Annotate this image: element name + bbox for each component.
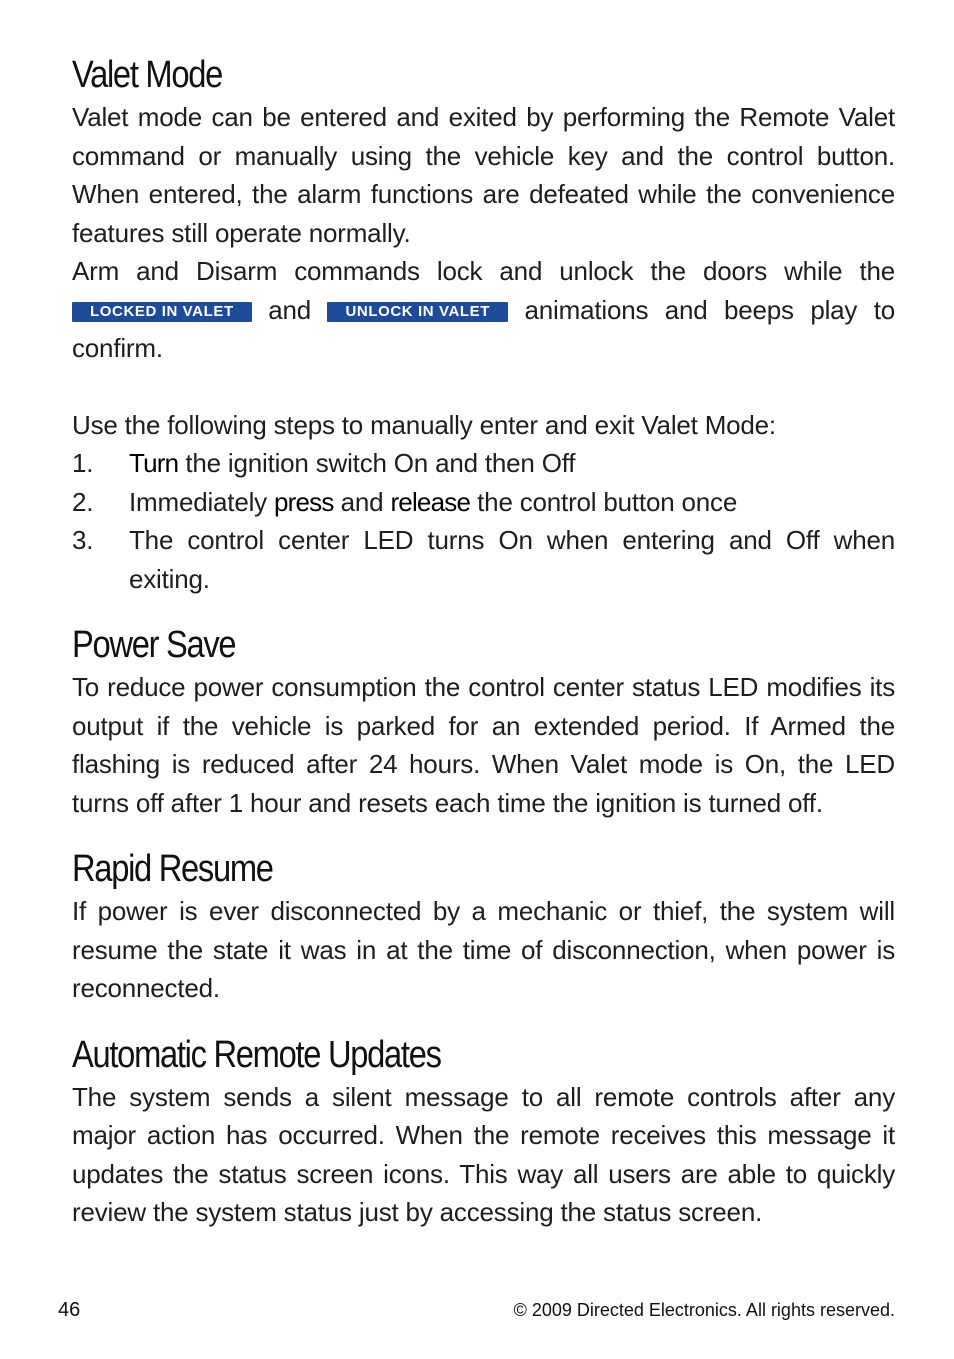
valet-step-1 [72,444,895,483]
manual-page [72,52,895,1232]
step-text: The control center LED turns On when entering and Off when exiting. [129,525,895,594]
page-footer [58,1296,895,1324]
step-text-post: the control button once [477,486,738,517]
rapid-resume-paragraph: If power is ever disconnected by a mechanic or thief, the system will resume the state it was in at the time of disconnection, when power is reconnected. [72,896,895,1003]
step-number: 1. [72,448,94,478]
spacer [72,598,895,622]
spacer [72,1008,895,1032]
section-rapid-resume [72,846,895,1008]
heading-power-save: Power Save [72,624,236,666]
step-number: 3. [72,525,94,555]
copyright-notice: © 2009 Directed Electronics. All rights reserved. [513,1300,895,1320]
valet-paragraph-1: Valet mode can be entered and exited by performing the Remote Valet command or manually using the vehicle key and the control button. When entered, the alarm functions are defeated while the convenience features still operate normally. [72,102,895,248]
section-power-save [72,622,895,822]
spacer [72,368,895,406]
heading-rapid-resume: Rapid Resume [72,848,273,890]
valet-steps-intro: Use the following steps to manually enter and exit Valet Mode: [72,409,776,440]
valet-paragraph-2 [72,252,895,368]
heading-automatic-remote-updates: Automatic Remote Updates [72,1033,441,1076]
heading-valet-mode: Valet Mode [72,54,222,96]
step-keyword-turn: Turn [129,448,179,478]
step-number: 2. [72,486,94,517]
valet-step-3 [72,521,895,598]
valet-para2-start: Arm and Disarm commands lock and unlock the doors while the [72,256,895,286]
valet-para2-and: and [268,294,311,325]
step-text-mid: and [340,486,384,517]
valet-para2-end: animations and beeps play to confirm. [72,294,895,363]
step-keyword-press: press [274,486,334,517]
valet-steps-list [72,444,895,598]
step-text: the ignition switch On and then Off [185,448,576,478]
power-save-paragraph: To reduce power consumption the control center status LED modifies its output if the vehicle is parked for an extended period. If Armed the flashing is reduced after 24 hours. When Valet mode is On, the LED turns off after 1 hour and resets each time the ignition is turned off. [72,672,895,818]
step-keyword-release: release [390,486,471,517]
section-valet-mode [72,52,895,598]
auto-updates-paragraph: The system sends a silent message to all remote controls after any major action has occurred. When the remote receives this message it updates the status screen icons. This way all users are able to quickly review the system status just by accessing the status screen. [72,1081,895,1227]
locked-in-valet-badge: LOCKED IN VALET [72,302,252,322]
step-text-pre: Immediately [129,486,267,517]
valet-step-2 [72,483,895,522]
unlock-in-valet-badge: UNLOCK IN VALET [327,302,508,322]
page-number: 46 [58,1299,81,1321]
section-automatic-remote-updates [72,1032,895,1232]
spacer [72,822,895,846]
